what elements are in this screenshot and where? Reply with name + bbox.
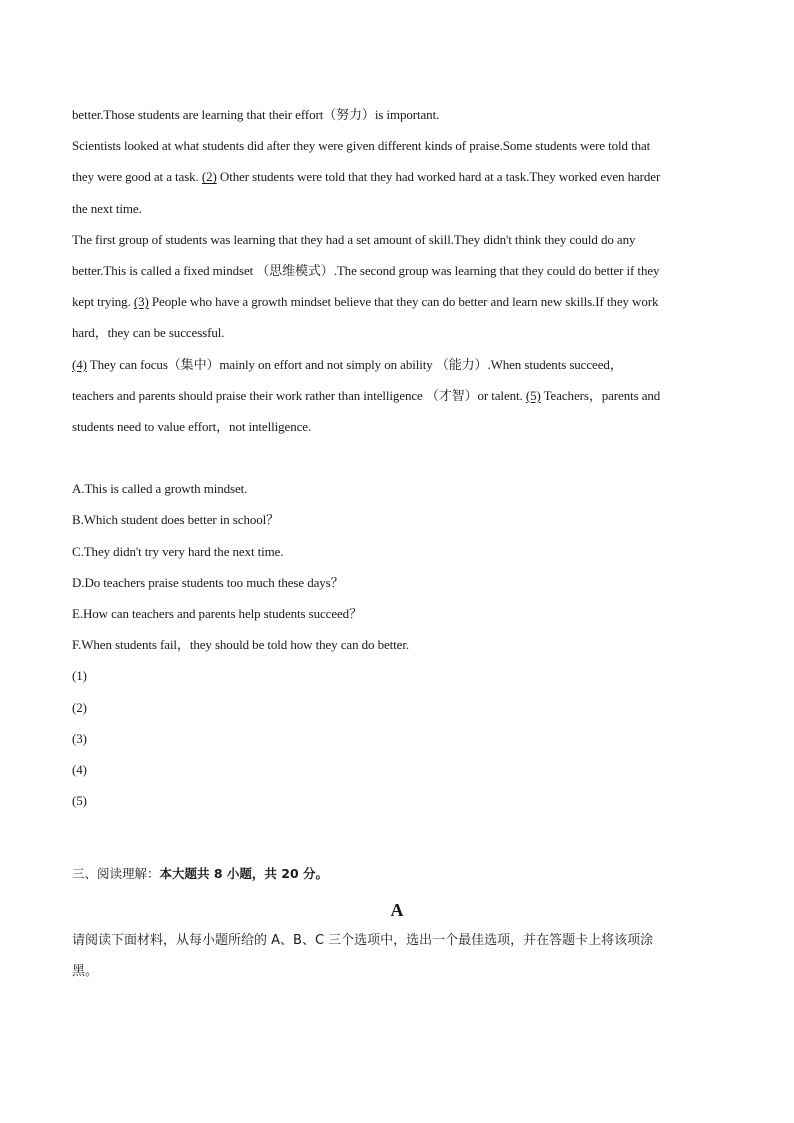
spacer (72, 442, 722, 473)
passage-line-5: The first group of students was learning that they had a set amount of skill.They didn't think they could do any (72, 231, 636, 247)
passage-line-3 (72, 161, 722, 192)
passage-line-8: hard，they can be successful. (72, 325, 225, 341)
passage-line-7 (72, 286, 722, 317)
answer-2[interactable]: (2) (72, 699, 87, 715)
passage-heading: A (390, 900, 404, 921)
passage-line-4: the next time. (72, 200, 142, 216)
answer-5[interactable]: (5) (72, 793, 87, 809)
section-prefix: 三、阅读理解： (72, 866, 160, 882)
blank-3[interactable]: (3) (133, 294, 149, 310)
passage-line-2: Scientists looked at what students did after they were given different kinds of praise.Some students were told that (72, 138, 651, 154)
passage-text: teachers and parents should praise their work rather than intelligence （才智）or talent. (72, 387, 523, 403)
passage-line-1: better.Those students are learning that their effort（努力）is important. (72, 107, 440, 122)
answer-3[interactable]: (3) (72, 730, 87, 746)
option-b: B.Which student does better in school？ (72, 512, 280, 528)
option-c: C.They didn't try very hard the next time. (72, 543, 284, 559)
blank-4[interactable]: (4) (72, 356, 87, 372)
answer-1[interactable]: (1) (72, 668, 87, 684)
passage-text: Teachers，parents and (540, 387, 661, 403)
option-f: F.When students fail，they should be told how they can do better. (72, 637, 409, 653)
blank-5[interactable]: (5) (525, 387, 541, 403)
option-d: D.Do teachers praise students too much these days？ (72, 574, 344, 590)
section-score: 本大题共 8 小题，共 20 分。 (159, 866, 329, 882)
spacer (72, 816, 722, 844)
instruction-line-2: 黑。 (72, 964, 99, 980)
passage-text: Other students were told that they had worked hard at a task.They worked even harder (216, 169, 661, 185)
passage-line-6: better.This is called a fixed mindset （思维模式）.The second group was learning that they could do better if they (72, 263, 660, 279)
passage-text: People who have a growth mindset believe that they can do better and learn new skills.If they work (148, 294, 659, 310)
passage-line-11: students need to value effort，not intelligence. (72, 419, 312, 435)
answer-4[interactable]: (4) (72, 762, 87, 778)
document-page (72, 99, 722, 987)
option-a: A.This is called a growth mindset. (72, 481, 248, 497)
passage-text: they were good at a task. (72, 169, 199, 185)
option-e: E.How can teachers and parents help students succeed？ (72, 606, 362, 622)
section-title (72, 858, 722, 889)
passage-text: kept trying. (72, 294, 131, 310)
passage-line-9 (72, 349, 722, 380)
instruction-line-1: 请阅读下面材料，从每小题所给的 A、B、C 三个选项中，选出一个最佳选项，并在答题卡上将该项涂 (72, 933, 654, 949)
blank-2[interactable]: (2) (201, 169, 217, 185)
passage-line-10 (72, 380, 722, 411)
passage-text: They can focus（集中）mainly on effort and not simply on ability （能力）.When students succeed， (86, 356, 623, 372)
